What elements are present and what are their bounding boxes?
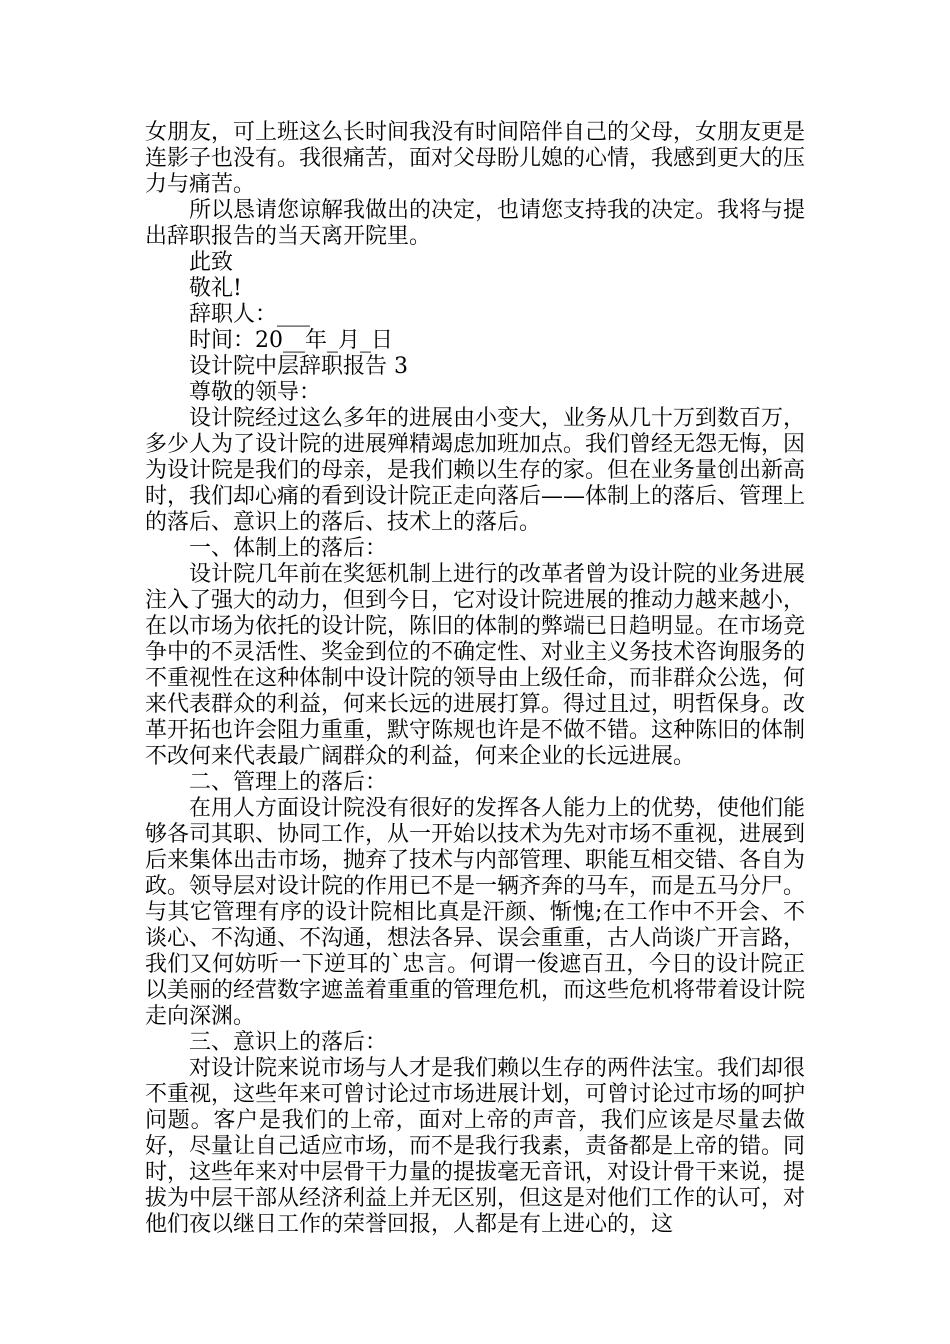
paragraph-intro: 设计院经过这么多年的进展由小变大，业务从几十万到数百万，多少人为了设计院的进展殚精竭虑加班加点。我们曾经无怨无悔，因为设计院是我们的母亲，是我们赖以生存的家。但在业务量创出新高时，我们却心痛的看到设计院正走向落后——体制上的落后、管理上的落后、意识上的落后、技术上的落后。 [145, 406, 806, 535]
section-title: 设计院中层辞职报告 3 [189, 354, 408, 379]
greeting: 尊敬的领导： [189, 380, 322, 405]
closing-respect: 敬礼! [189, 276, 242, 301]
paragraph-awareness: 对设计院来说市场与人才是我们赖以生存的两件法宝。我们却很不重视，这些年来可曾讨论过市场进展计划，可曾讨论过市场的呵护问题。客户是我们的上帝，面对上帝的声音，我们应该是尽量去做好，尽量让自己适应市场，而不是我行我素，责备都是上帝的错。同时，这些年来对中层骨干力量的提拔毫无音讯，对设计骨干来说，提拔为中层干部从经济利益上并无区别，但这是对他们工作的认可，对他们夜以继日工作的荣誉回报，人都是有上进心的，这 [145, 1056, 806, 1237]
paragraph-1: 女朋友，可上班这么长时间我没有时间陪伴自己的父母，女朋友更是连影子也没有。我很痛苦，面对父母盼儿媳的心情，我感到更大的压力与痛苦。 [145, 120, 806, 197]
paragraph-management: 在用人方面设计院没有很好的发挥各人能力上的优势，使他们能够各司其职、协同工作，从一开始以技术为先对市场不重视，进展到后来集体出击市场，抛弃了技术与内部管理、职能互相交错、各自为政。领导层对设计院的作用已不是一辆齐奔的马车，而是五马分尸。与其它管理有序的设计院相比真是汗颜、惭愧;在工作中不开会、不谈心、不沟通、不沟通，想法各异、误会重重，古人尚谈广开言路，我们又何妨听一下逆耳的`忠言。何谓一俊遮百丑，今日的设计院正以美丽的经营数字遮盖着重重的管理危机，而这些危机将带着设计院走向深渊。 [145, 796, 806, 1029]
heading-3: 三、意识上的落后： [189, 1030, 388, 1055]
heading-2: 二、管理上的落后： [189, 770, 388, 795]
date-line: 时间：20__年_月_日 [189, 328, 393, 353]
document-body [145, 120, 805, 1238]
closing-salutation: 此致 [189, 250, 234, 275]
paragraph-2: 所以恳请您谅解我做出的决定，也请您支持我的决定。我将与提出辞职报告的当天离开院里。 [145, 198, 806, 249]
paragraph-system: 设计院几年前在奖惩机制上进行的改革者曾为设计院的业务进展注入了强大的动力，但到今日，它对设计院进展的推动力越来越小，在以市场为依托的设计院，陈旧的体制的弊端已日趋明显。在市场竞争中的不灵活性、奖金到位的不确定性、对业主义务技术咨询服务的不重视性在这种体制中设计院的领导由上级任命，而非群众公选，何来代表群众的利益，何来长远的进展打算。得过且过，明哲保身。改革开拓也许会阻力重重，默守陈规也许是不做不错。这种陈旧的体制不改何来代表最广阔群众的利益，何来企业的长远进展。 [145, 562, 806, 769]
signer-line: 辞职人：___ [189, 302, 311, 327]
heading-1: 一、体制上的落后： [189, 536, 388, 561]
